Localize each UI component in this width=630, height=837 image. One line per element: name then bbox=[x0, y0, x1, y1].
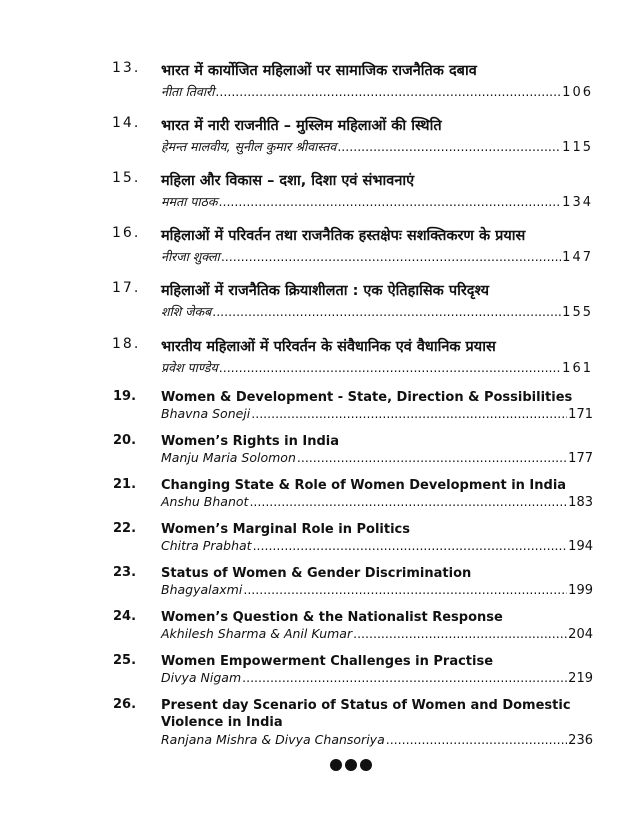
entry-author: Divya Nigam bbox=[161, 670, 242, 685]
entry-number: 16. bbox=[112, 225, 141, 241]
dot-leader bbox=[212, 304, 561, 319]
dot-leader bbox=[219, 360, 561, 375]
author-line bbox=[161, 494, 593, 510]
author-line bbox=[161, 359, 593, 376]
entry-title: Women’s Marginal Role in Politics bbox=[161, 522, 410, 537]
entry-number: 24. bbox=[113, 609, 137, 624]
entry-title: महिलाओं में राजनैतिक क्रियाशीलता : एक ऐतिहासिक परिदृश्य bbox=[161, 283, 490, 299]
entry-title: भारतीय महिलाओं में परिवर्तन के संवैधानिक एवं वैधानिक प्रयास bbox=[161, 339, 496, 355]
entry-page: 204 bbox=[568, 627, 593, 642]
ornament-dot-icon bbox=[360, 759, 372, 771]
entry-author: हेमन्त मालवीय, सुनील कुमार श्रीवास्तव bbox=[161, 139, 337, 154]
author-line bbox=[161, 450, 593, 466]
entry-page: 219 bbox=[568, 671, 593, 686]
entry-title: Present day Scenario of Status of Women and Domestic Violence in India bbox=[161, 698, 571, 730]
entry-number: 25. bbox=[113, 653, 137, 668]
author-line bbox=[161, 732, 593, 748]
entry-author: Akhilesh Sharma & Anil Kumar bbox=[161, 626, 353, 641]
dot-leader bbox=[353, 626, 567, 641]
entry-title: भारत में कार्योजित महिलाओं पर सामाजिक राजनैतिक दबाव bbox=[161, 63, 477, 79]
entry-number: 18. bbox=[112, 336, 141, 352]
entry-author: Chitra Prabhat bbox=[161, 538, 252, 553]
entry-title: Women & Development - State, Direction & Possibilities bbox=[161, 390, 573, 405]
dot-leader bbox=[297, 450, 567, 465]
entry-page: 199 bbox=[568, 583, 593, 598]
author-line bbox=[161, 193, 593, 210]
entry-author: नीता तिवारी bbox=[161, 84, 215, 99]
dot-leader bbox=[253, 538, 568, 553]
entry-author: नीरजा शुक्ला bbox=[161, 249, 220, 264]
entry-number: 22. bbox=[113, 521, 137, 536]
dot-leader bbox=[219, 194, 562, 209]
entry-author: Manju Maria Solomon bbox=[161, 450, 296, 465]
entry-number: 26. bbox=[113, 697, 137, 712]
dot-leader bbox=[242, 670, 567, 685]
entry-number: 15. bbox=[112, 170, 141, 186]
entry-page: 183 bbox=[568, 495, 593, 510]
author-line bbox=[161, 626, 593, 642]
dot-leader bbox=[251, 406, 567, 421]
entry-page: 147 bbox=[562, 250, 593, 265]
entry-title: Changing State & Role of Women Development in India bbox=[161, 478, 567, 493]
entry-title: भारत में नारी राजनीति – मुस्लिम महिलाओं की स्थिति bbox=[161, 118, 442, 134]
author-line bbox=[161, 248, 593, 265]
entry-number: 23. bbox=[113, 565, 137, 580]
entry-author: शशि जेकब bbox=[161, 304, 212, 319]
entry-page: 134 bbox=[562, 195, 593, 210]
ornament-dot-icon bbox=[330, 759, 342, 771]
entry-title: महिलाओं में परिवर्तन तथा राजनैतिक हस्तक्षेपः सशक्तिकरण के प्रयास bbox=[161, 228, 526, 244]
author-line bbox=[161, 670, 593, 686]
entry-author: प्रवेश पाण्डेय bbox=[161, 360, 218, 375]
ornament-dot-icon bbox=[345, 759, 357, 771]
entry-page: 106 bbox=[562, 85, 593, 100]
entry-number: 19. bbox=[113, 389, 137, 404]
entry-author: Anshu Bhanot bbox=[161, 494, 249, 509]
entry-page: 115 bbox=[562, 140, 593, 155]
dot-leader bbox=[386, 732, 567, 747]
entry-page: 161 bbox=[562, 361, 593, 376]
entry-title: Women’s Question & the Nationalist Response bbox=[161, 610, 503, 625]
dot-leader bbox=[221, 249, 561, 264]
entry-page: 171 bbox=[568, 407, 593, 422]
entry-number: 14. bbox=[112, 115, 141, 131]
entry-page: 194 bbox=[568, 539, 593, 554]
author-line bbox=[161, 303, 593, 320]
entry-title: महिला और विकास – दशा, दिशा एवं संभावनाएं bbox=[161, 173, 415, 189]
entry-author: ममता पाठक bbox=[161, 194, 218, 209]
end-ornament bbox=[330, 759, 372, 771]
dot-leader bbox=[337, 139, 561, 154]
author-line bbox=[161, 406, 593, 422]
dot-leader bbox=[243, 582, 567, 597]
entry-title: Women’s Rights in India bbox=[161, 434, 339, 449]
entry-page: 155 bbox=[562, 305, 593, 320]
entry-author: Bhavna Soneji bbox=[161, 406, 251, 421]
entry-title: Status of Women & Gender Discrimination bbox=[161, 566, 472, 581]
dot-leader bbox=[249, 494, 567, 509]
entry-number: 17. bbox=[112, 280, 141, 296]
entry-title: Women Empowerment Challenges in Practise bbox=[161, 654, 494, 669]
dot-leader bbox=[215, 84, 561, 99]
author-line bbox=[161, 83, 593, 100]
author-line bbox=[161, 138, 593, 155]
entry-number: 20. bbox=[113, 433, 137, 448]
entry-author: Bhagyalaxmi bbox=[161, 582, 243, 597]
entry-page: 177 bbox=[568, 451, 593, 466]
author-line bbox=[161, 538, 593, 554]
entry-number: 13. bbox=[112, 60, 141, 76]
entry-number: 21. bbox=[113, 477, 137, 492]
author-line bbox=[161, 582, 593, 598]
entry-author: Ranjana Mishra & Divya Chansoriya bbox=[161, 732, 385, 747]
entry-page: 236 bbox=[568, 733, 593, 748]
